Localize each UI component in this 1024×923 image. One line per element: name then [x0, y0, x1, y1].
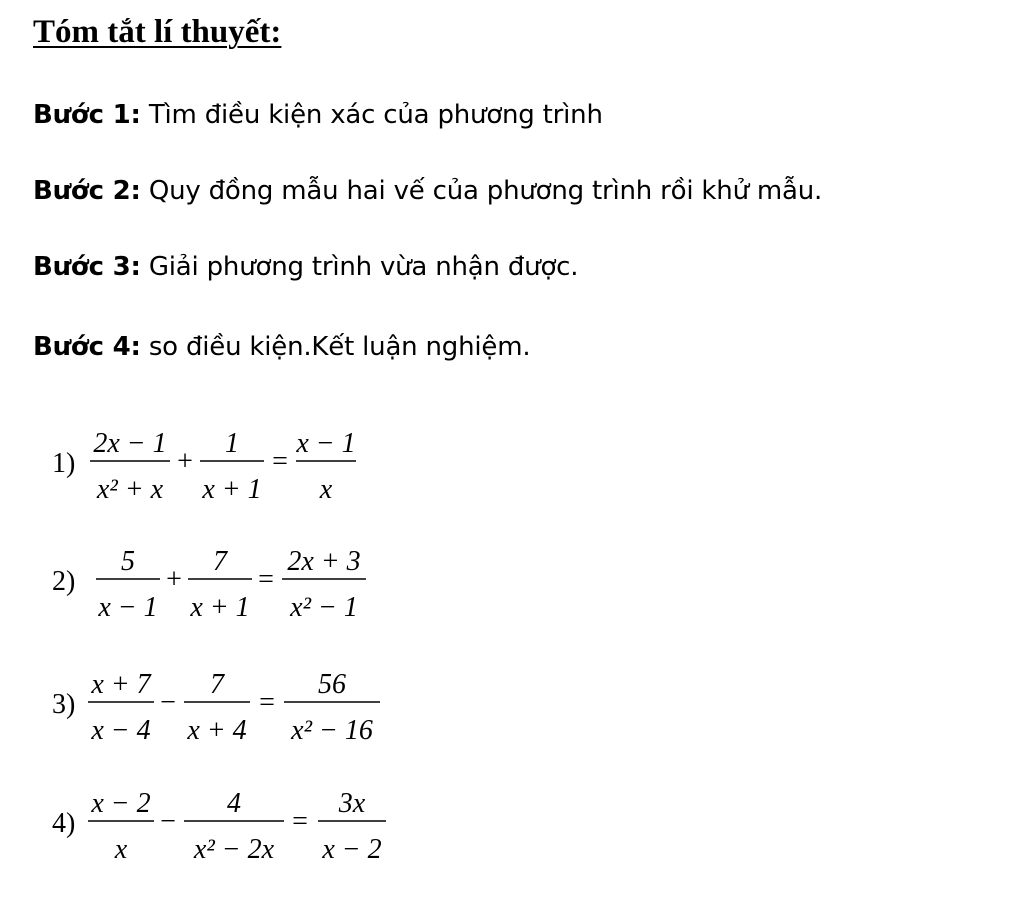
step-label: Bước 3: [33, 252, 141, 282]
equals-sign: = [272, 446, 288, 477]
fraction-denominator: x − 1 [98, 592, 158, 623]
fraction-denominator: x² − 16 [291, 715, 373, 746]
fraction-numerator: x + 7 [91, 669, 151, 700]
operator: − [160, 687, 176, 718]
fraction-denominator: x² − 2x [193, 834, 275, 865]
step-2 [33, 176, 822, 206]
fraction-numerator: 4 [227, 788, 241, 819]
fraction-denominator: x [319, 474, 333, 505]
step-1 [33, 100, 603, 130]
step-3 [33, 252, 578, 282]
fraction-numerator: 7 [210, 669, 224, 700]
fraction-numerator: 2x + 3 [287, 546, 361, 577]
fraction-denominator: x + 1 [202, 474, 262, 505]
fraction-numerator: 7 [213, 546, 227, 577]
step-text: Giải phương trình vừa nhận được. [148, 252, 579, 282]
operator: − [160, 806, 176, 837]
page-title: Tóm tắt lí thuyết: [33, 14, 282, 50]
fraction-denominator: x² + x [96, 474, 164, 505]
equals-sign: = [292, 806, 308, 837]
exercise-number: 3) [52, 689, 76, 720]
fraction-denominator: x² − 1 [290, 592, 358, 623]
exercise-1 [0, 412, 1024, 512]
exercise-3 [0, 653, 1024, 753]
exercise-number: 1) [52, 448, 76, 479]
fraction-numerator: 5 [121, 546, 135, 577]
exercise-number: 4) [52, 808, 76, 839]
fraction-numerator: 2x − 1 [93, 428, 167, 459]
fraction-denominator: x + 4 [187, 715, 247, 746]
step-label: Bước 4: [33, 332, 141, 362]
fraction-numerator: 1 [225, 428, 239, 459]
fraction-denominator: x − 2 [322, 834, 382, 865]
equals-sign: = [259, 687, 275, 718]
exercise-2 [0, 530, 1024, 630]
fraction-numerator: x − 2 [91, 788, 151, 819]
step-text: Quy đồng mẫu hai vế của phương trình rồi khử mẫu. [148, 176, 823, 206]
step-label: Bước 2: [33, 176, 141, 206]
fraction-denominator: x − 4 [91, 715, 151, 746]
exercise-4 [0, 772, 1024, 872]
step-text: Tìm điều kiện xác của phương trình [148, 100, 603, 130]
step-text: so điều kiện.Kết luận nghiệm. [148, 332, 531, 362]
step-label: Bước 1: [33, 100, 141, 130]
fraction-numerator: 3x [338, 788, 366, 819]
operator: + [177, 446, 193, 477]
step-4 [33, 332, 530, 362]
equals-sign: = [258, 564, 274, 595]
fraction-numerator: 56 [318, 669, 346, 700]
operator: + [166, 564, 182, 595]
fraction-denominator: x [114, 834, 128, 865]
exercise-number: 2) [52, 566, 76, 597]
fraction-denominator: x + 1 [190, 592, 250, 623]
fraction-numerator: x − 1 [296, 428, 356, 459]
